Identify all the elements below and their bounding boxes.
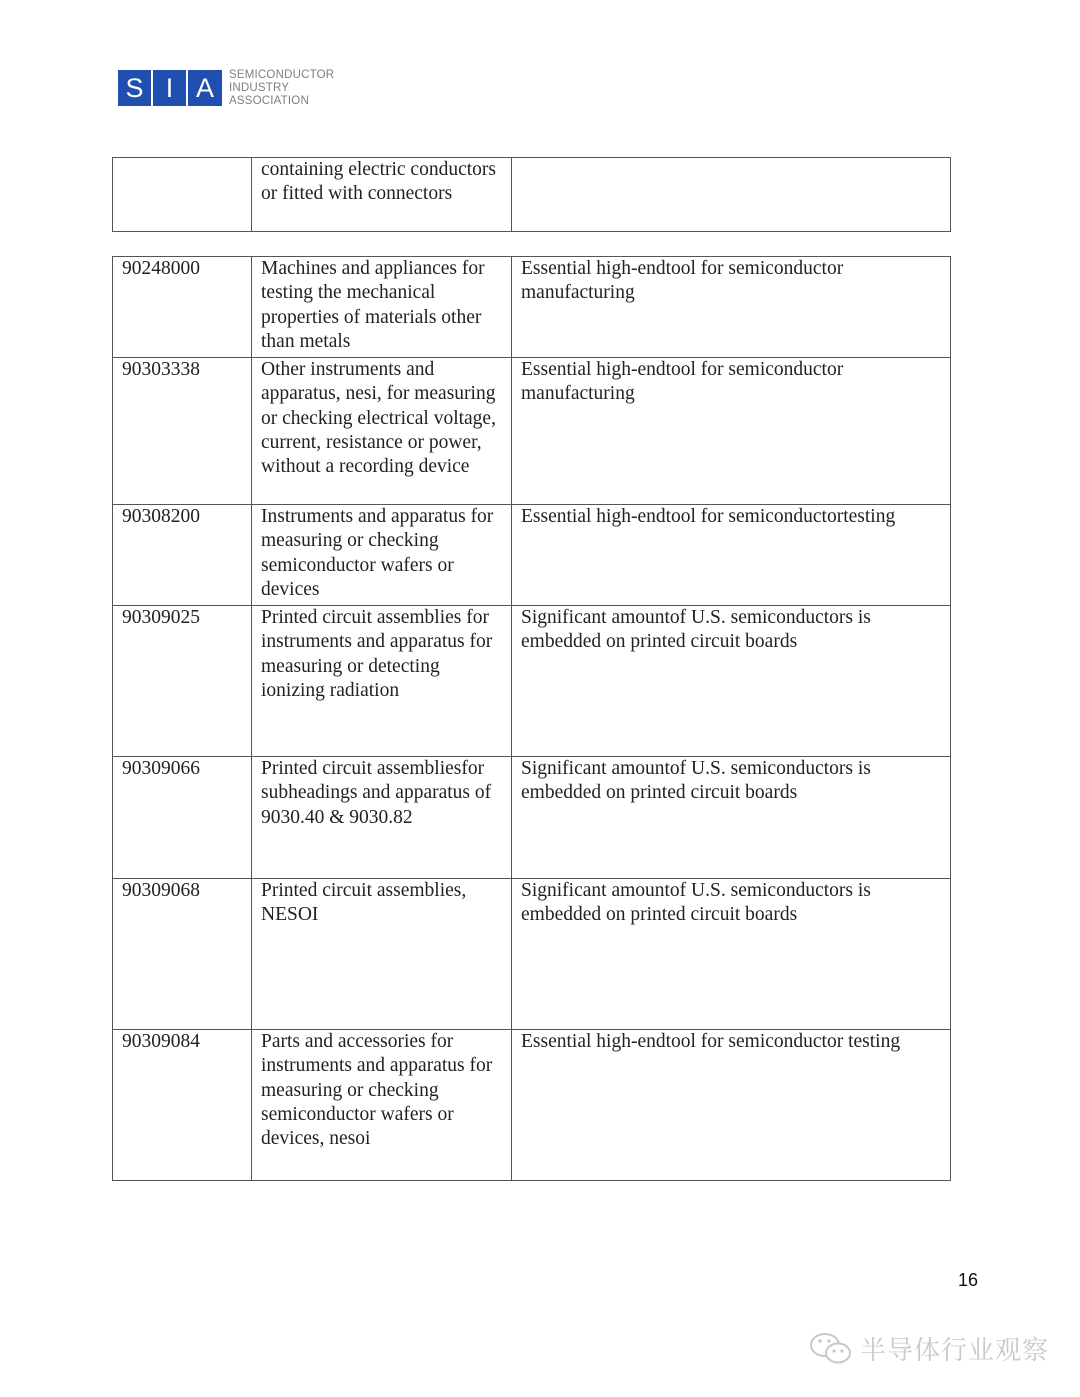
table-row [113, 1030, 951, 1181]
hts-code-cell: 90248000 [113, 257, 252, 358]
logo-text-line: SEMICONDUCTOR [229, 68, 335, 81]
logo-wordmark [229, 69, 334, 108]
hts-code-cell: 90309066 [113, 757, 252, 879]
rationale-cell: Essential high-endtool for semiconductortesting [512, 505, 951, 606]
sia-logo [118, 70, 334, 106]
hts-code-cell: 90303338 [113, 358, 252, 505]
logo-letter: A [195, 72, 214, 103]
rationale-cell: Essential high-endtool for semiconductor manufacturing [512, 257, 951, 358]
rationale-cell: Significant amountof U.S. semiconductors is embedded on printed circuit boards [512, 757, 951, 879]
sia-logo-mark [118, 70, 222, 106]
description-cell: Other instruments and apparatus, nesi, for measuring or checking electrical voltage, current, resistance or power, without a recording device [252, 358, 512, 505]
table-row [113, 757, 951, 879]
logo-text-line: INDUSTRY [229, 81, 290, 94]
hts-code-cell: 90308200 [113, 505, 252, 606]
wechat-icon [808, 1331, 854, 1367]
description-cell: Machines and appliances for testing the mechanical properties of materials other than metals [252, 257, 512, 358]
description-cell: Parts and accessories for instruments and apparatus for measuring or checking semiconductor wafers or devices, nesoi [252, 1030, 512, 1181]
logo-letter: S [118, 70, 153, 106]
hts-code-cell [113, 158, 252, 232]
table-row [113, 158, 951, 232]
continuation-table [112, 157, 951, 232]
hts-code-cell: 90309084 [113, 1030, 252, 1181]
rationale-cell: Essential high-endtool for semiconductor testing [512, 1030, 951, 1181]
description-cell: Instruments and apparatus for measuring or checking semiconductor wafers or devices [252, 505, 512, 606]
wechat-watermark [808, 1330, 1049, 1367]
description-cell: Printed circuit assembliesfor subheadings and apparatus of 9030.40 & 9030.82 [252, 757, 512, 879]
description-cell: Printed circuit assemblies, NESOI [252, 879, 512, 1030]
logo-text-line: ASSOCIATION [229, 94, 309, 107]
description-cell: Printed circuit assemblies for instruments and apparatus for measuring or detecting ionizing radiation [252, 606, 512, 757]
watermark-text: 半导体行业观察 [860, 1336, 1050, 1366]
hts-code-cell: 90309068 [113, 879, 252, 1030]
table-row [113, 505, 951, 606]
rationale-cell: Essential high-endtool for semiconductor manufacturing [512, 358, 951, 505]
table-row [113, 257, 951, 358]
hts-products-table [112, 256, 951, 1181]
page-number: 16 [958, 1270, 979, 1290]
table-row [113, 358, 951, 505]
description-cell: containing electric conductors or fitted with connectors [252, 158, 512, 232]
table-row [113, 879, 951, 1030]
table-row [113, 606, 951, 757]
logo-letter: I [153, 70, 188, 106]
rationale-cell: Significant amountof U.S. semiconductors is embedded on printed circuit boards [512, 879, 951, 1030]
rationale-cell: Significant amountof U.S. semiconductors is embedded on printed circuit boards [512, 606, 951, 757]
rationale-cell [512, 158, 951, 232]
hts-code-cell: 90309025 [113, 606, 252, 757]
